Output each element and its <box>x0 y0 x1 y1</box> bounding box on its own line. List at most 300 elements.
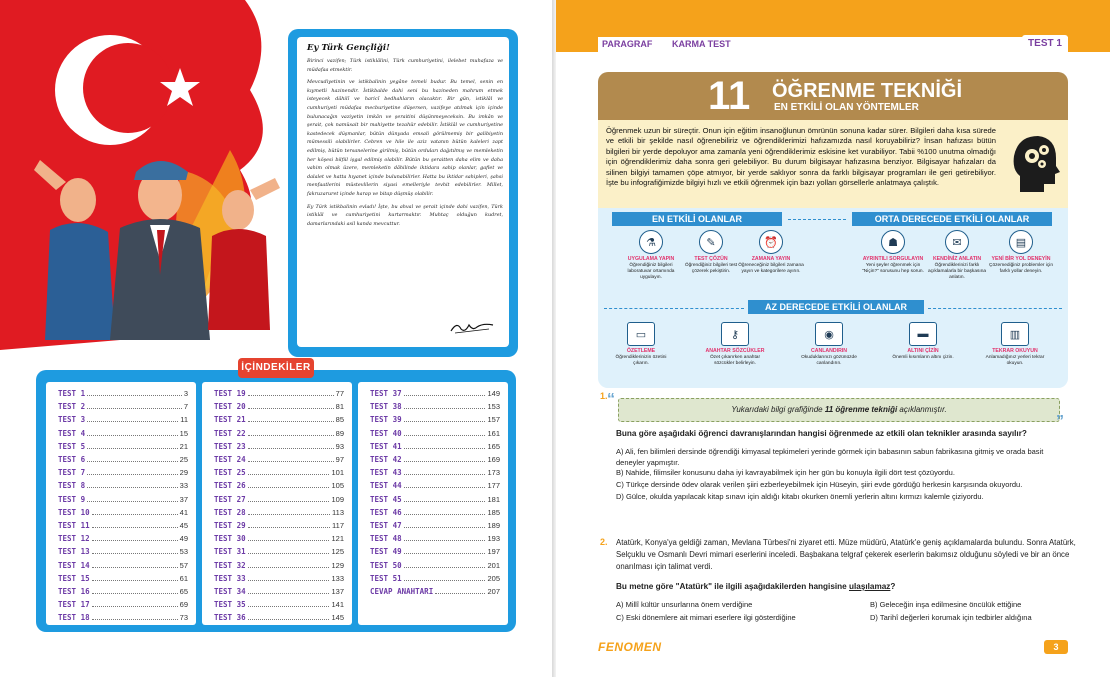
technique-item <box>982 322 1048 367</box>
option-letter: B) <box>616 468 624 477</box>
toc-entry-name: TEST 19 <box>214 389 246 398</box>
toc-entry-name: TEST 32 <box>214 560 246 570</box>
toc-entry-name: TEST 18 <box>58 613 90 623</box>
toc-entry-page: 177 <box>487 481 500 491</box>
toc-entry[interactable] <box>58 464 188 477</box>
oath-title: Ey Türk Gençliği! <box>307 43 390 53</box>
toc-entry[interactable] <box>58 530 188 543</box>
toc-entry-name: TEST 48 <box>370 534 402 544</box>
toc-entry[interactable] <box>58 385 188 398</box>
toc-entry-name: TEST 21 <box>214 415 246 425</box>
toc-dot-leader <box>404 553 486 554</box>
subject-label: PARAGRAF <box>602 39 653 49</box>
toc-dot-leader <box>404 448 486 449</box>
toc-dot-leader <box>404 395 486 396</box>
toc-column-3 <box>358 382 508 625</box>
infographic-number: 11 <box>708 74 751 118</box>
toc-dot-leader <box>248 580 330 581</box>
toc-dot-leader <box>248 461 334 462</box>
toc-entry-page: 133 <box>331 573 344 583</box>
toc-entry-page: 69 <box>179 600 188 610</box>
header-strip <box>598 37 1068 53</box>
toc-entry[interactable] <box>58 504 188 517</box>
toc-entry[interactable] <box>58 570 188 583</box>
toc-dot-leader <box>404 514 486 515</box>
toc-entry-name: TEST 15 <box>58 573 90 583</box>
toc-entry[interactable] <box>214 491 344 504</box>
toc-dot-leader <box>404 487 486 488</box>
toc-entry[interactable] <box>370 451 500 464</box>
option-letter: A) <box>616 600 624 609</box>
technique-item <box>890 322 956 361</box>
toc-entry-name: TEST 46 <box>370 507 402 517</box>
technique-desc: Öğrendiğiniz bilgileri laboratuvar ortamında uygulayın. <box>627 263 675 280</box>
techniques-area <box>598 208 1068 388</box>
toc-entry-name: TEST 30 <box>214 534 246 544</box>
question-1-option-a[interactable] <box>616 446 1071 468</box>
speech-bubble-icon: ✉ <box>945 230 969 254</box>
toc-entry-page: 109 <box>331 494 344 504</box>
toc-entry[interactable] <box>214 438 344 451</box>
question-2-option-c[interactable] <box>616 612 796 623</box>
group-least-effective: AZ DERECEDE ETKİLİ OLANLAR <box>748 300 924 314</box>
intro-text: Öğrenmek uzun bir süreçtir. Onun için eğitim insanoğlunun ömrünün sonuna kadar sürer. Bilgileri daha kısa sürede ve etkili bir şekilde nasıl öğrenebiliriz ve öğrendiklerimizi hafızamızda nasıl koruyabiliriz? İnsan hafızası bütün bilgileri bir yerde depoluyor ama zamanla yeni öğrendiklerimiz eskisine ket vurabiliyor. Tabii %100 unutma olmadığı için öğrendiklerimiz daha sonra geri gelebiliyor. Bu durum bilgisayar hafızasına benziyor. Bilgisayar hafızaları da silinen bilgiyi tamamen çöpe atmıyor, bir yerde saklıyor sonra da farklı bilgisayar programları ile geri getirebiliyor. İşte bu infografiğimizde bilgiyi hızlı ve etkili öğrenmek için bazı yolları görsellerle anlatmaya çalıştık. <box>606 126 996 188</box>
toc-entry[interactable] <box>214 570 344 583</box>
toc-entry-name: TEST 22 <box>214 428 246 438</box>
underline-icon: ▬ <box>909 322 937 346</box>
toc-dot-leader <box>248 421 334 422</box>
toc-entry[interactable] <box>214 583 344 596</box>
toc-entry-name: TEST 20 <box>214 402 246 412</box>
toc-dot-leader <box>248 435 334 436</box>
toc-entry-name: TEST 2 <box>58 402 86 412</box>
toc-entry-name: TEST 5 <box>58 441 86 451</box>
toc-entry-name: TEST 13 <box>58 547 90 557</box>
toc-entry[interactable] <box>370 411 500 424</box>
toc-entry-name: TEST 36 <box>214 613 246 623</box>
question-1-option-b[interactable] <box>616 467 1071 478</box>
technique-item <box>678 230 744 275</box>
toc-entry-name: TEST 51 <box>370 573 402 583</box>
toc-entry-page: 125 <box>331 547 344 557</box>
toc-entry-page: 65 <box>179 587 188 596</box>
toc-dot-leader <box>87 461 178 462</box>
toc-entry-page: 101 <box>331 468 344 478</box>
stem-underlined: ulaşılamaz <box>848 582 891 591</box>
toc-entry-page: 45 <box>179 521 188 530</box>
key-icon: ⚷ <box>721 322 749 346</box>
toc-dot-leader <box>404 527 486 528</box>
toc-entry-name: TEST 12 <box>58 534 90 544</box>
toc-dot-leader <box>92 527 178 528</box>
oath-paragraph: Ey Türk istikbalinin evladı! İşte, bu ahval ve şerait içinde dahi vazifen, Türk istiklâl ve cumhuriyetini kurtarmaktır. Muhtaç olduğun kudret, damarlarındaki asil kanda mevcuttur. <box>307 203 503 227</box>
toc-entry-name: TEST 14 <box>58 560 90 570</box>
toc-entry-page: 189 <box>487 521 500 530</box>
question-2-stem <box>616 581 1076 593</box>
toc-entry[interactable] <box>370 530 500 543</box>
toc-entry[interactable] <box>214 385 344 398</box>
technique-name: TEKRAR OKUYUN <box>992 348 1038 354</box>
toc-entry-page: 145 <box>331 613 344 623</box>
toc-dot-leader <box>248 619 330 620</box>
toc-entry[interactable] <box>214 504 344 517</box>
toc-dot-leader <box>92 540 178 541</box>
toc-entry-name: TEST 26 <box>214 481 246 491</box>
technique-desc: Öğrendiklerinizi farklı açıklamalarla bir başkasına anlatın. <box>927 263 987 280</box>
toc-entry-name: TEST 45 <box>370 494 402 504</box>
toc-entry[interactable] <box>58 557 188 570</box>
option-letter: D) <box>870 613 878 622</box>
quote-close-icon: ” <box>1056 413 1064 430</box>
toc-entry[interactable] <box>214 517 344 530</box>
question-1-option-c[interactable] <box>616 479 1071 490</box>
toc-entry[interactable] <box>370 583 500 596</box>
toc-dot-leader <box>404 421 486 422</box>
technique-name: CANLANDIRIN <box>810 348 848 354</box>
question-1-stem: Buna göre aşağıdaki öğrenci davranışlarından hangisi öğrenmede az etkili olan teknikler arasında sayılır? <box>616 429 1027 438</box>
question-1-quote-box <box>618 398 1060 422</box>
toc-entry[interactable] <box>58 517 188 530</box>
technique-desc: Çözemediğiniz problemler için farklı yollar deneyin. <box>989 263 1053 274</box>
toc-entry[interactable] <box>214 398 344 411</box>
toc-entry[interactable] <box>370 517 500 530</box>
toc-entry-name: TEST 44 <box>370 481 402 491</box>
technique-item <box>988 230 1054 275</box>
toc-entry[interactable] <box>214 609 344 622</box>
toc-entry-name: TEST 47 <box>370 521 402 530</box>
toc-title: İÇİNDEKİLER <box>238 358 314 378</box>
toc-entry-name: TEST 35 <box>214 600 246 610</box>
toc-entry[interactable] <box>58 438 188 451</box>
toc-entry-page: 121 <box>331 534 344 544</box>
toc-entry-name: CEVAP ANAHTARI <box>370 587 434 596</box>
toc-entry-name: TEST 42 <box>370 455 402 464</box>
technique-name: AYRINTILI SORGULAYIN <box>862 256 924 262</box>
question-2-number: 2. <box>600 537 608 547</box>
toc-entry[interactable] <box>58 583 188 596</box>
toc-dot-leader <box>248 487 330 488</box>
option-text: Geleceğin inşa edilmesine öncülük ettiğine <box>879 600 1022 609</box>
quote-text-end: açıklanmıştır. <box>897 405 947 414</box>
toc-entry[interactable] <box>214 425 344 438</box>
alarm-clock-icon: ⏰ <box>759 230 783 254</box>
test-sheet-icon: ✎ <box>699 230 723 254</box>
toc-dot-leader <box>404 580 486 581</box>
toc-entry[interactable] <box>58 398 188 411</box>
technique-item <box>860 230 926 275</box>
toc-entry-page: 89 <box>335 428 344 438</box>
toc-entry[interactable] <box>58 491 188 504</box>
toc-dot-leader <box>248 527 330 528</box>
toc-dot-leader <box>92 619 178 620</box>
toc-entry-page: 173 <box>487 468 500 478</box>
toc-entry[interactable] <box>370 504 500 517</box>
toc-entry[interactable] <box>214 530 344 543</box>
left-page <box>0 0 552 677</box>
toc-entry-page: 185 <box>487 507 500 517</box>
toc-entry-name: TEST 23 <box>214 441 246 451</box>
flag-illustration <box>0 0 300 370</box>
toc-entry[interactable] <box>214 596 344 609</box>
toc-entry[interactable] <box>214 477 344 490</box>
toc-entry-page: 15 <box>179 428 188 438</box>
toc-entry-page: 11 <box>180 415 188 425</box>
toc-entry-page: 153 <box>487 402 500 412</box>
toc-dot-leader <box>248 567 330 568</box>
toc-entry-name: TEST 40 <box>370 428 402 438</box>
toc-entry[interactable] <box>370 425 500 438</box>
toc-entry-page: 141 <box>331 600 344 610</box>
toc-entry-page: 93 <box>335 441 344 451</box>
toc-dot-leader <box>87 421 178 422</box>
toc-entry-page: 157 <box>487 415 500 425</box>
toc-entry[interactable] <box>58 425 188 438</box>
technique-desc: Okuduklarınızı gözünüzde canlandırın. <box>801 355 857 366</box>
toc-entry-name: TEST 33 <box>214 573 246 583</box>
toc-entry-page: 7 <box>183 402 188 412</box>
technique-name: ZAMANA YAYIN <box>751 256 791 262</box>
toc-entry-page: 41 <box>179 507 188 517</box>
infographic <box>598 72 1068 388</box>
option-text: Ali, fen bilimleri dersinde öğrendiği kimyasal tepkimeleri yerinde görmek için babasının sabun fabrikasına gitmiş ve orada basit deneyler yapmıştır. <box>616 447 1044 467</box>
toc-entry-name: TEST 3 <box>58 415 86 425</box>
toc-entry[interactable] <box>370 438 500 451</box>
toc-entry[interactable] <box>214 451 344 464</box>
toc-entry-page: 105 <box>331 481 344 491</box>
toc-entry-page: 169 <box>487 455 500 464</box>
toc-entry[interactable] <box>370 557 500 570</box>
toc-entry[interactable] <box>214 411 344 424</box>
page-number: 3 <box>1044 640 1068 654</box>
toc-entry[interactable] <box>58 596 188 609</box>
quote-open-icon: “ <box>607 391 615 408</box>
toc-entry-page: 85 <box>335 415 344 425</box>
option-text: Gülce, okulda yapılacak kitap sınavı için aldığı kitabı okurken önemli yerlerin altını kırmızı kalemle çiziyordu. <box>626 492 984 501</box>
toc-entry[interactable] <box>214 557 344 570</box>
group-moderately-effective: ORTA DERECEDE ETKİLİ OLANLAR <box>852 212 1052 226</box>
toc-entry-name: TEST 17 <box>58 600 90 610</box>
technique-desc: Öğreneceğiniz bilgileri zamana yayın ve kategorilere ayırın. <box>738 263 804 274</box>
technique-name: ÖZETLEME <box>626 348 656 354</box>
technique-name: ALTINI ÇİZİN <box>907 348 939 354</box>
technique-desc: Öğrendiklerinizin özetini çıkarın. <box>615 355 667 366</box>
toc-entry-page: 33 <box>179 481 188 491</box>
toc-entry-page: 3 <box>183 389 188 398</box>
technique-item <box>618 230 684 281</box>
toc-entry-name: TEST 16 <box>58 587 90 596</box>
toc-entry[interactable] <box>58 477 188 490</box>
toc-entry-page: 73 <box>179 613 188 623</box>
toc-dot-leader <box>248 501 330 502</box>
toc-entry-name: TEST 4 <box>58 428 86 438</box>
infographic-subtitle: EN ETKİLİ OLAN YÖNTEMLER <box>774 102 919 113</box>
toc-entry-name: TEST 24 <box>214 455 246 464</box>
toc-entry-page: 205 <box>487 573 500 583</box>
technique-item <box>924 230 990 281</box>
toc-entry-name: TEST 43 <box>370 468 402 478</box>
toc-entry[interactable] <box>370 464 500 477</box>
technique-item <box>738 230 804 275</box>
group-most-effective: EN ETKİLİ OLANLAR <box>612 212 782 226</box>
question-2-text: Atatürk, Konya'ya geldiği zaman, Mevlana Türbesi'ni ziyaret etti. Müze müdürü, Atatürk'e geniş açıklamalarda bulundu. Sonra Atatürk, Selçuklu ve Osmanlı Devri mimari eserlerini inceledi. Başbakana telgraf çekerek eserlerin bakımsız olduğunu söyledi ve bir an önce onarılması için talimat verdi. <box>616 538 1076 571</box>
toc-entry-name: TEST 29 <box>214 521 246 530</box>
toc-entry[interactable] <box>370 491 500 504</box>
technique-name: UYGULAMA YAPIN <box>627 256 675 262</box>
toc-entry-name: TEST 38 <box>370 402 402 412</box>
toc-entry-page: 207 <box>487 587 500 596</box>
toc-entry-name: TEST 10 <box>58 507 90 517</box>
toc-dot-leader <box>87 435 178 436</box>
question-2-option-a[interactable] <box>616 599 752 610</box>
toc-dot-leader <box>404 567 486 568</box>
toc-entry-page: 193 <box>487 534 500 544</box>
toc-entry[interactable] <box>58 451 188 464</box>
toc-dot-leader <box>87 501 178 502</box>
toc-entry-name: TEST 7 <box>58 468 86 478</box>
toc-dot-leader <box>248 408 334 409</box>
toc-entry-name: TEST 41 <box>370 441 402 451</box>
toc-entry[interactable] <box>58 543 188 556</box>
toc-entry-page: 25 <box>179 455 188 464</box>
divider-dashed <box>928 308 1062 309</box>
toc-entry[interactable] <box>214 464 344 477</box>
toc-dot-leader <box>248 395 334 396</box>
toc-dot-leader <box>248 553 330 554</box>
test-kind-label: KARMA TEST <box>672 39 731 49</box>
toc-entry-page: 129 <box>331 560 344 570</box>
ataturk-signature <box>449 319 495 335</box>
toc-dot-leader <box>248 448 334 449</box>
technique-desc: Yeni şeyler öğrenmek için "Niçin?" sorusunu hep sorun. <box>862 263 924 274</box>
person-icon: ☗ <box>881 230 905 254</box>
toc-entry-page: 49 <box>179 534 188 544</box>
infographic-title: ÖĞRENME TEKNİĞİ <box>772 80 963 102</box>
toc-entry-page: 21 <box>179 441 188 451</box>
option-letter: C) <box>616 480 624 489</box>
toc-dot-leader <box>92 567 178 568</box>
toc-column-2 <box>202 382 352 625</box>
toc-entry-name: TEST 28 <box>214 507 246 517</box>
toc-entry[interactable] <box>370 385 500 398</box>
option-text: Eski dönemlere ait mimari eserlere ilgi gösterdiğine <box>626 613 796 622</box>
toc-entry-name: TEST 34 <box>214 587 246 596</box>
toc-entry-name: TEST 11 <box>58 521 90 530</box>
technique-item <box>796 322 862 367</box>
toc-entry-name: TEST 37 <box>370 389 402 398</box>
toc-entry-page: 29 <box>179 468 188 478</box>
toc-entry-name: TEST 9 <box>58 494 86 504</box>
eye-icon: ◉ <box>815 322 843 346</box>
brain-gears-icon <box>1010 132 1060 196</box>
stem-end: ? <box>890 582 896 591</box>
publisher-logo: FENOMEN <box>598 640 662 654</box>
toc-dot-leader <box>248 606 330 607</box>
toc-entry-page: 97 <box>335 455 344 464</box>
toc-dot-leader <box>92 514 178 515</box>
toc-entry-page: 181 <box>487 494 500 504</box>
toc-entry-page: 161 <box>487 428 500 438</box>
option-letter: B) <box>870 600 878 609</box>
test-number-badge: TEST 1 <box>1022 35 1068 53</box>
question-2-option-d[interactable] <box>870 612 1032 623</box>
toc-entry-page: 149 <box>487 389 500 398</box>
toc-entry[interactable] <box>214 543 344 556</box>
toc-entry[interactable] <box>58 411 188 424</box>
quote-bold: 11 öğrenme tekniği <box>824 405 898 414</box>
toc-entry[interactable] <box>58 609 188 622</box>
toc-entry-name: TEST 8 <box>58 481 86 491</box>
question-1-option-d[interactable] <box>616 491 1071 502</box>
toc-dot-leader <box>92 580 178 581</box>
toc-entry-page: 201 <box>487 560 500 570</box>
option-letter: C) <box>616 613 624 622</box>
notepad-icon: ▭ <box>627 322 655 346</box>
toc-dot-leader <box>248 474 330 475</box>
toc-entry-page: 57 <box>179 560 188 570</box>
toc-dot-leader <box>404 501 486 502</box>
toc-dot-leader <box>87 395 182 396</box>
question-2-option-b[interactable] <box>870 599 1021 610</box>
toc-entry[interactable] <box>370 570 500 583</box>
toc-entry-page: 81 <box>335 402 344 412</box>
quote-text: Yukarıdaki bilgi grafiğinde <box>731 405 825 414</box>
technique-name: ANAHTAR SÖZCÜKLER <box>705 348 765 354</box>
youth-address-box <box>297 37 509 347</box>
toc-entry[interactable] <box>370 398 500 411</box>
toc-dot-leader <box>87 408 182 409</box>
toc-dot-leader <box>435 593 485 594</box>
option-letter: D) <box>616 492 624 501</box>
toc-dot-leader <box>404 540 486 541</box>
technique-desc: Özet çıkarırken anahtar sözcükler belirleyin. <box>709 355 761 366</box>
stem-text: Bu metne göre "Atatürk" ile ilgili aşağıdakilerden hangisine <box>616 582 849 591</box>
infographic-title-band <box>598 72 1068 120</box>
toc-entry-page: 53 <box>179 547 188 557</box>
toc-dot-leader <box>87 487 178 488</box>
toc-entry-page: 117 <box>332 521 344 530</box>
toc-entry-page: 61 <box>179 573 188 583</box>
toc-entry-name: TEST 49 <box>370 547 402 557</box>
toc-dot-leader <box>248 540 330 541</box>
open-book-icon: ▥ <box>1001 322 1029 346</box>
technique-item <box>702 322 768 367</box>
toc-entry-page: 165 <box>487 441 500 451</box>
toc-dot-leader <box>404 474 486 475</box>
toc-dot-leader <box>248 593 330 594</box>
toc-entry-name: TEST 1 <box>58 389 86 398</box>
option-text: Nahide, filimsiler konusunu daha iyi kavrayabilmek için her gün bu konuyla ilgili dört test çözüyordu. <box>625 468 955 477</box>
divider-dashed <box>604 308 744 309</box>
technique-desc: Anlamadığınız yerleri tekrar okuyun. <box>985 355 1045 366</box>
toc-dot-leader <box>87 448 178 449</box>
technique-item <box>608 322 674 367</box>
toc-entry[interactable] <box>370 477 500 490</box>
option-text: Tarihî değerleri korumak için tedbirler aldığına <box>879 613 1032 622</box>
oath-paragraph: Birinci vazifen; Türk istiklâlini, Türk cumhuriyetini, ilelebet muhafaza ve müdafaa etmektir. <box>307 58 503 73</box>
toc-entry-name: TEST 6 <box>58 455 86 464</box>
toc-dot-leader <box>87 474 178 475</box>
toc-dot-leader <box>404 435 486 436</box>
flask-icon: ⚗ <box>639 230 663 254</box>
toc-dot-leader <box>92 593 178 594</box>
right-page <box>556 0 1110 677</box>
technique-name: YENİ BİR YOL DENEYİN <box>991 256 1051 262</box>
toc-dot-leader <box>92 553 178 554</box>
toc-entry-page: 113 <box>332 507 344 517</box>
technique-name: KENDİNİZ ANLATIN <box>932 256 982 262</box>
toc-entry[interactable] <box>370 543 500 556</box>
toc-entry-page: 77 <box>335 389 344 398</box>
